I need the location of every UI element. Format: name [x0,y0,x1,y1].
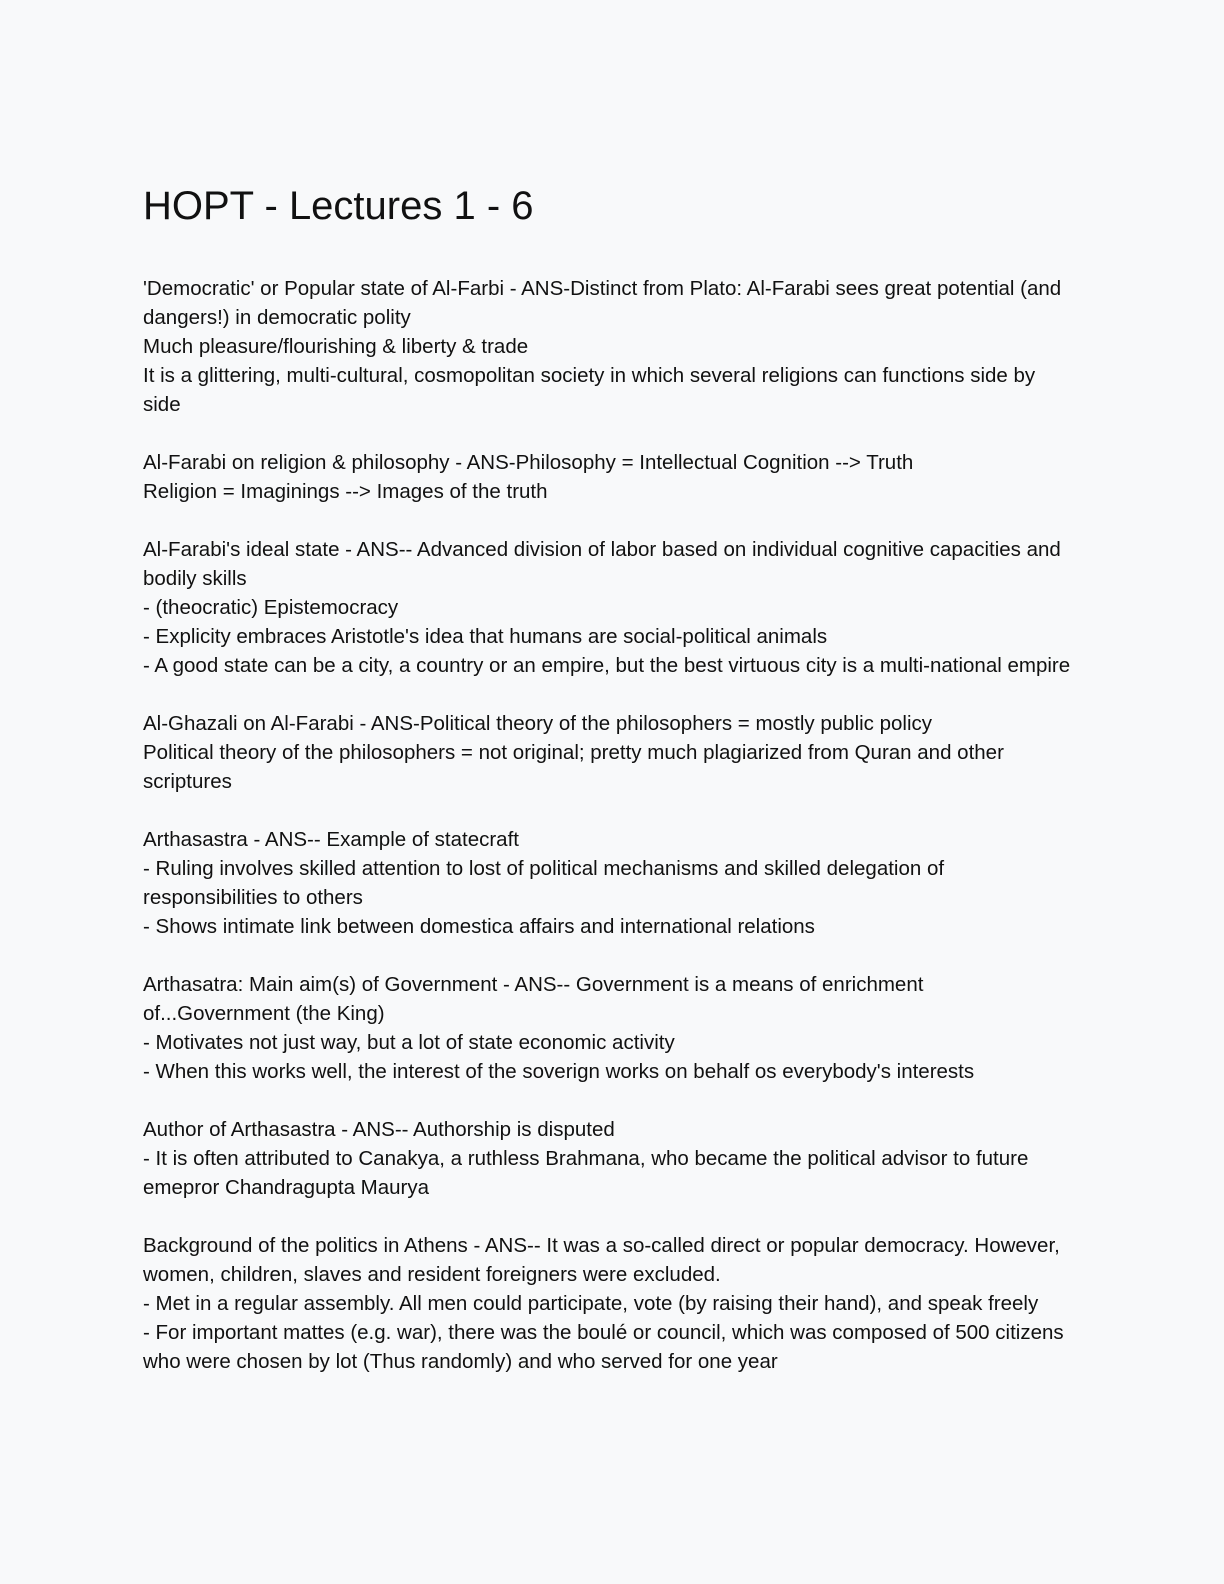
entry-detail-line: Much pleasure/flourishing & liberty & trade [143,335,529,358]
entry-question-answer: Background of the politics in Athens - ANS-- It was a so-called direct or popular democracy. However, women, children, slaves and resident foreigners were excluded. [143,1234,1060,1286]
entry-detail-line: - Explicity embraces Aristotle's idea that humans are social-political animals [143,625,828,648]
entry-detail-line: - When this works well, the interest of the soverign works on behalf os everybody's interests [143,1060,975,1083]
flashcard-entry [143,535,1073,680]
flashcard-entry [143,448,1073,506]
flashcard-entry [143,1115,1073,1202]
flashcard-entry [143,1231,1073,1376]
entry-detail-line: It is a glittering, multi-cultural, cosmopolitan society in which several religions can functions side by side [143,364,1036,416]
entry-detail-line: - Shows intimate link between domestica affairs and international relations [143,915,815,938]
entry-detail-line: - (theocratic) Epistemocracy [143,596,399,619]
entry-question-answer: Arthasastra - ANS-- Example of statecraft [143,828,519,851]
entry-detail-line: - A good state can be a city, a country or an empire, but the best virtuous city is a multi-national empire [143,654,1071,677]
entry-question-answer: 'Democratic' or Popular state of Al-Farbi - ANS-Distinct from Plato: Al-Farabi sees great potential (and dangers!) in democratic polity [143,277,1062,329]
entry-question-answer: Author of Arthasastra - ANS-- Authorship is disputed [143,1118,615,1141]
entry-detail-line: Political theory of the philosophers = not original; pretty much plagiarized from Quran and other scriptures [143,741,1004,793]
entry-detail-line: - Met in a regular assembly. All men could participate, vote (by raising their hand), and speak freely [143,1292,1039,1315]
entry-detail-line: - For important mattes (e.g. war), there was the boulé or council, which was composed of 500 citizens who were chosen by lot (Thus randomly) and who served for one year [143,1321,1064,1373]
flashcard-entry [143,709,1073,796]
flashcard-entry [143,274,1073,419]
flashcard-entry [143,825,1073,941]
entry-question-answer: Al-Ghazali on Al-Farabi - ANS-Political theory of the philosophers = mostly public policy [143,712,933,735]
flashcard-entry [143,970,1073,1086]
entry-question-answer: Al-Farabi on religion & philosophy - ANS-Philosophy = Intellectual Cognition --> Truth [143,451,914,474]
entry-question-answer: Al-Farabi's ideal state - ANS-- Advanced division of labor based on individual cognitive capacities and bodily skills [143,538,1061,590]
entry-question-answer: Arthasatra: Main aim(s) of Government - ANS-- Government is a means of enrichment of...Government (the King) [143,973,924,1025]
document-title: HOPT - Lectures 1 - 6 [143,184,534,228]
flashcard-list [143,274,1073,1405]
entry-detail-line: Religion = Imaginings --> Images of the truth [143,480,548,503]
entry-detail-line: - It is often attributed to Canakya, a ruthless Brahmana, who became the political advisor to future emepror Chandragupta Maurya [143,1147,1029,1199]
entry-detail-line: - Motivates not just way, but a lot of state economic activity [143,1031,675,1054]
entry-detail-line: - Ruling involves skilled attention to lost of political mechanisms and skilled delegation of responsibilities to others [143,857,945,909]
